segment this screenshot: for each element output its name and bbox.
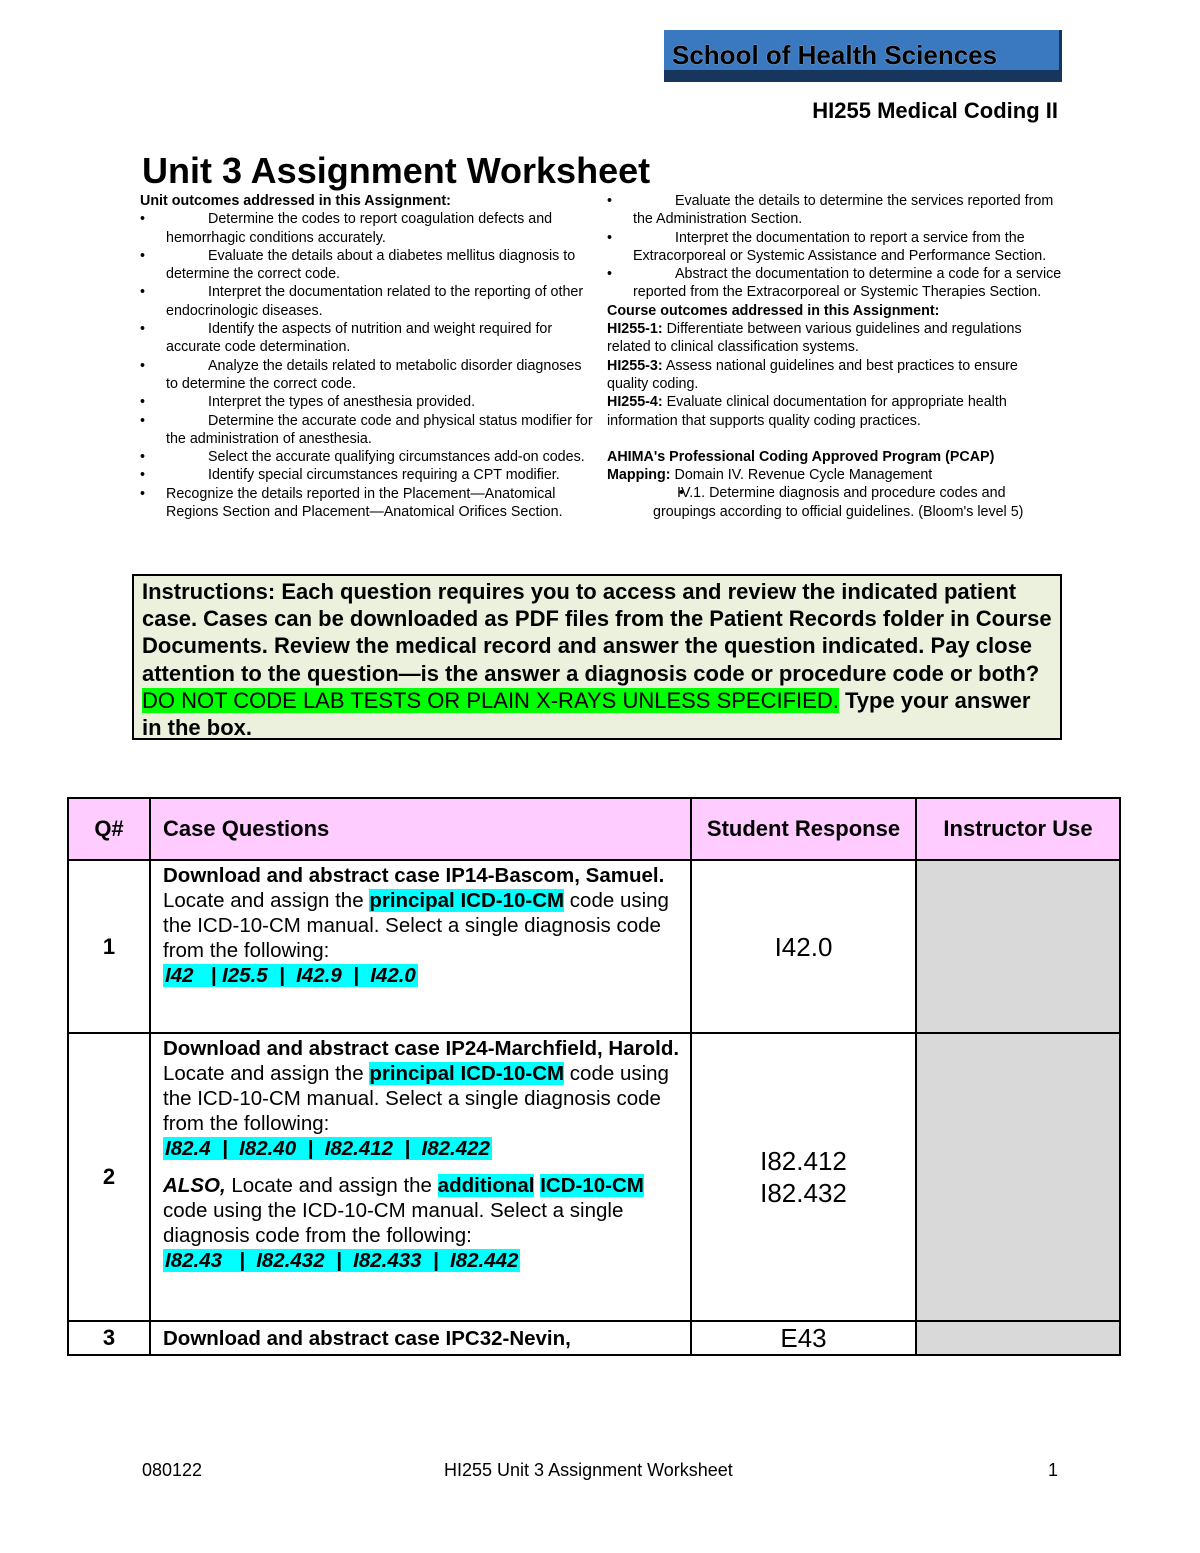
header-case-questions: Case Questions bbox=[150, 798, 691, 860]
instructions-tail: Type your answer in the box. bbox=[142, 687, 1031, 741]
case-question: Download and abstract case IP14-Bascom, Samuel. Locate and assign the principal ICD-10-CM code using the ICD-10-CM manual. Select a single diagnosis code from the following: I42 | I25.5 | I42.9 | I42.0 bbox=[150, 860, 691, 1033]
list-item: • IV.1. Determine diagnosis and procedure codes and groupings according to official guidelines. (Bloom's level 5) bbox=[653, 484, 1062, 521]
footer-code: 080122 bbox=[142, 1460, 203, 1480]
highlight: additional bbox=[437, 1174, 535, 1197]
banner-bar bbox=[664, 30, 1059, 70]
instructions-warning: DO NOT CODE LAB TESTS OR PLAIN X-RAYS UNLESS SPECIFIED. bbox=[142, 687, 839, 713]
unit-outcomes-heading: Unit outcomes addressed in this Assignment: bbox=[140, 193, 451, 209]
list-item: • Analyze the details related to metabolic disorder diagnoses to determine the correct code. bbox=[140, 357, 595, 394]
highlight: principal ICD-10-CM bbox=[369, 1062, 565, 1085]
highlight: ICD-10-CM bbox=[540, 1174, 644, 1197]
header-instructor-use: Instructor Use bbox=[916, 798, 1120, 860]
response-line: I82.432 bbox=[760, 1178, 847, 1208]
code-options: I82.4 | I82.40 | I82.412 | I82.422 bbox=[165, 1137, 490, 1160]
list-item: • Identify special circumstances requiring a CPT modifier. bbox=[140, 466, 595, 484]
pcap-mapping: Mapping: Domain IV. Revenue Cycle Management bbox=[607, 467, 933, 484]
table-header-row bbox=[68, 798, 1120, 860]
page-title: Unit 3 Assignment Worksheet bbox=[142, 150, 651, 191]
code-options: I82.43 | I82.432 | I82.433 | I82.442 bbox=[165, 1249, 519, 1272]
school-banner bbox=[664, 30, 1062, 82]
list-item: • Evaluate the details to determine the services reported from the Administration Section. bbox=[607, 192, 1062, 229]
table-row bbox=[68, 1033, 1120, 1321]
student-response[interactable]: I42.0 bbox=[691, 860, 916, 1033]
list-item: • Evaluate the details about a diabetes mellitus diagnosis to determine the correct code. bbox=[140, 247, 595, 284]
list-item: • Select the accurate qualifying circumstances add-on codes. bbox=[140, 448, 595, 466]
list-item: • Determine the codes to report coagulation defects and hemorrhagic conditions accurately. bbox=[140, 210, 595, 247]
case-title: Download and abstract case IP14-Bascom, Samuel. bbox=[163, 864, 665, 887]
instructor-use-cell bbox=[916, 1321, 1120, 1355]
course-outcome: HI255-3: Assess national guidelines and best practices to ensure quality coding. bbox=[607, 357, 1018, 392]
instructions-box bbox=[132, 574, 1062, 740]
highlight: principal ICD-10-CM bbox=[369, 889, 565, 912]
list-item: • Interpret the types of anesthesia provided. bbox=[140, 393, 595, 411]
case-question: Download and abstract case IP24-Marchfield, Harold. Locate and assign the principal ICD-10-CM code using the ICD-10-CM manual. Select a single diagnosis code from the following: I82.4 | I82.40 | I82.412 | I82.422 ALSO, Locate and assign the additional ICD-10-CM code using the ICD-10-CM manual. Select a single diagnosis code from the following: I82.43 | I82.432 | I82.433 | I82.442 bbox=[150, 1033, 691, 1321]
table-row bbox=[68, 1321, 1120, 1355]
case-title: Download and abstract case IP24-Marchfield, Harold. bbox=[163, 1037, 680, 1060]
course-outcome: HI255-1: Differentiate between various guidelines and regulations related to clinical classification systems. bbox=[607, 321, 1022, 356]
instructor-use-cell bbox=[916, 860, 1120, 1033]
right-column bbox=[607, 192, 1062, 521]
unit-outcomes-column bbox=[140, 192, 595, 521]
instructor-use-cell bbox=[916, 1033, 1120, 1321]
questions-table bbox=[67, 797, 1121, 1356]
list-item: • Abstract the documentation to determine a code for a service reported from the Extracorporeal or Systemic Therapies Section. bbox=[607, 265, 1062, 302]
school-name: School of Health Sciences bbox=[672, 40, 998, 70]
question-number: 1 bbox=[68, 860, 150, 1033]
case-question bbox=[150, 1321, 691, 1355]
case-title: Download and abstract case IPC32-Nevin, bbox=[163, 1326, 571, 1350]
unit-outcomes-list bbox=[140, 210, 595, 521]
list-item: • Determine the accurate code and physical status modifier for the administration of anesthesia. bbox=[140, 412, 595, 449]
pcap-heading: AHIMA's Professional Coding Approved Program (PCAP) bbox=[607, 448, 995, 465]
student-response[interactable]: E43 bbox=[691, 1321, 916, 1355]
list-item: • Interpret the documentation related to the reporting of other endocrinologic diseases. bbox=[140, 283, 595, 320]
course-title: HI255 Medical Coding II bbox=[812, 98, 1058, 123]
course-outcome: HI255-4: Evaluate clinical documentation for appropriate health information that supports quality coding practices. bbox=[607, 394, 1007, 429]
list-item: • Identify the aspects of nutrition and weight required for accurate code determination. bbox=[140, 320, 595, 357]
response-line: I82.412 bbox=[760, 1146, 847, 1176]
list-item: • Recognize the details reported in the Placement—Anatomical Regions Section and Placement—Anatomical Orifices Section. bbox=[140, 485, 595, 522]
list-item: • Interpret the documentation to report a service from the Extracorporeal or Systemic Assistance and Performance Section. bbox=[607, 229, 1062, 266]
student-response[interactable] bbox=[691, 1033, 916, 1321]
pcap-list bbox=[607, 484, 1062, 521]
code-options: I42 | I25.5 | I42.9 | I42.0 bbox=[165, 964, 416, 987]
header-student-response: Student Response bbox=[691, 798, 916, 860]
question-number: 3 bbox=[68, 1321, 150, 1355]
table-row bbox=[68, 860, 1120, 1033]
footer-title: HI255 Unit 3 Assignment Worksheet bbox=[444, 1460, 733, 1480]
course-outcomes-heading: Course outcomes addressed in this Assignment: bbox=[607, 302, 940, 319]
also-label: ALSO, bbox=[163, 1174, 226, 1197]
page-number: 1 bbox=[1047, 1460, 1058, 1480]
instructions-text: Instructions: Each question requires you to access and review the indicated patient case. Cases can be downloaded as PDF files from the Patient Records folder in Course Documents. Review the medical record and answer the question indicated. Pay close attention to the question—is the answer a diagnosis code or procedure code or both? bbox=[142, 579, 1052, 686]
question-number: 2 bbox=[68, 1033, 150, 1321]
unit-outcomes-continued bbox=[607, 192, 1062, 302]
header-q-num: Q# bbox=[68, 798, 150, 860]
